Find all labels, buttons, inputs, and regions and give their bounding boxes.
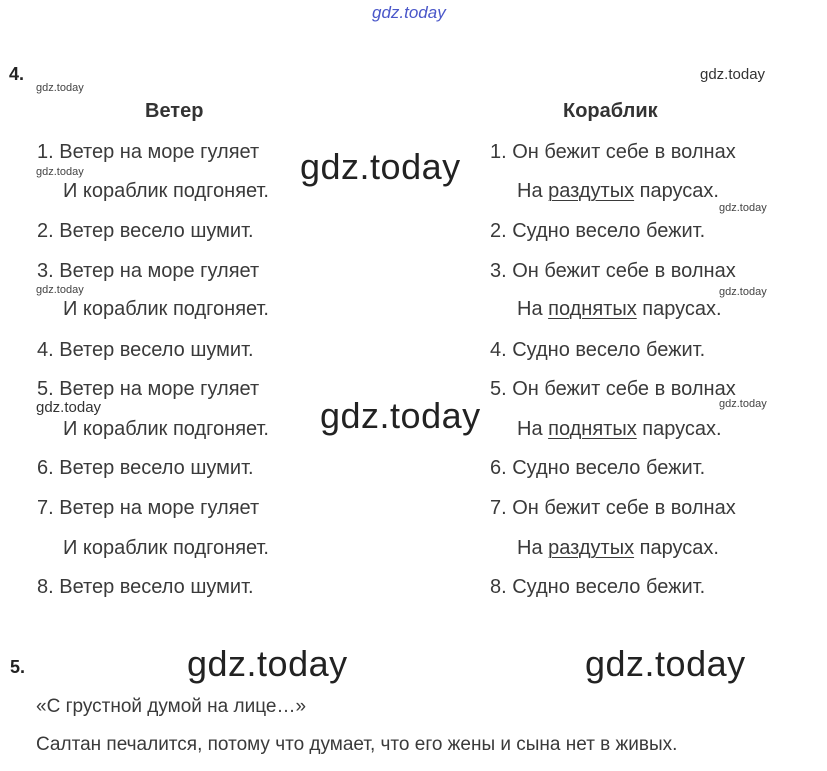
right-line-1: 1. Он бежит себе в волнах	[490, 141, 736, 163]
right-line-8	[517, 418, 722, 441]
left-line-2: И кораблик подгоняет.	[63, 180, 269, 202]
line-prefix: На	[517, 418, 549, 440]
task-4-number: 4.	[9, 64, 25, 84]
watermark-large: gdz.today	[187, 643, 348, 684]
right-line-2	[517, 180, 719, 203]
underlined-word: поднятых	[548, 298, 637, 320]
right-line-12: 8. Судно весело бежит.	[490, 576, 706, 598]
task-5-quote: «С грустной думой на лице…»	[36, 696, 307, 717]
task-5-answer: Салтан печалится, потому что думает, что его жены и сына нет в живых.	[36, 734, 678, 755]
right-line-10: 7. Он бежит себе в волнах	[490, 497, 736, 519]
left-line-5: И кораблик подгоняет.	[63, 298, 269, 320]
watermark-text: gdz.today	[36, 399, 102, 416]
left-line-6: 4. Ветер весело шумит.	[37, 339, 254, 361]
watermark-text: gdz.today	[36, 82, 84, 94]
watermark-top: gdz.today	[372, 3, 446, 22]
right-line-11	[517, 537, 719, 560]
watermark-text: gdz.today	[719, 286, 767, 298]
left-line-9: 6. Ветер весело шумит.	[37, 457, 254, 479]
left-line-10: 7. Ветер на море гуляет	[37, 497, 260, 519]
left-line-4: 3. Ветер на море гуляет	[37, 260, 260, 282]
left-line-8: И кораблик подгоняет.	[63, 418, 269, 440]
left-column-title: Ветер	[145, 100, 204, 122]
left-line-3: 2. Ветер весело шумит.	[37, 220, 254, 242]
line-suffix: парусах.	[636, 298, 722, 320]
right-column-title: Кораблик	[563, 100, 658, 122]
task-5-number: 5.	[10, 657, 26, 677]
right-line-9: 6. Судно весело бежит.	[490, 457, 706, 479]
watermark-text: gdz.today	[36, 284, 84, 296]
right-line-7: 5. Он бежит себе в волнах	[490, 378, 736, 400]
left-line-11: И кораблик подгоняет.	[63, 537, 269, 559]
underlined-word: раздутых	[548, 537, 635, 559]
right-line-4: 3. Он бежит себе в волнах	[490, 260, 736, 282]
right-line-3: 2. Судно весело бежит.	[490, 220, 706, 242]
line-prefix: На	[517, 537, 549, 559]
underlined-word: поднятых	[548, 418, 637, 440]
line-prefix: На	[517, 180, 549, 202]
line-suffix: парусах.	[636, 418, 722, 440]
left-line-1: 1. Ветер на море гуляет	[37, 141, 260, 163]
right-line-6: 4. Судно весело бежит.	[490, 339, 706, 361]
watermark-large: gdz.today	[320, 395, 481, 436]
watermark-large: gdz.today	[585, 643, 746, 684]
line-suffix: парусах.	[634, 180, 719, 202]
line-prefix: На	[517, 298, 549, 320]
watermark-text: gdz.today	[700, 66, 766, 83]
left-line-7: 5. Ветер на море гуляет	[37, 378, 260, 400]
underlined-word: раздутых	[548, 180, 635, 202]
right-line-5	[517, 298, 722, 321]
line-suffix: парусах.	[634, 537, 719, 559]
left-line-12: 8. Ветер весело шумит.	[37, 576, 254, 598]
watermark-large: gdz.today	[300, 146, 461, 187]
watermark-text: gdz.today	[36, 166, 84, 178]
watermark-text: gdz.today	[719, 398, 767, 410]
watermark-text: gdz.today	[719, 202, 767, 214]
